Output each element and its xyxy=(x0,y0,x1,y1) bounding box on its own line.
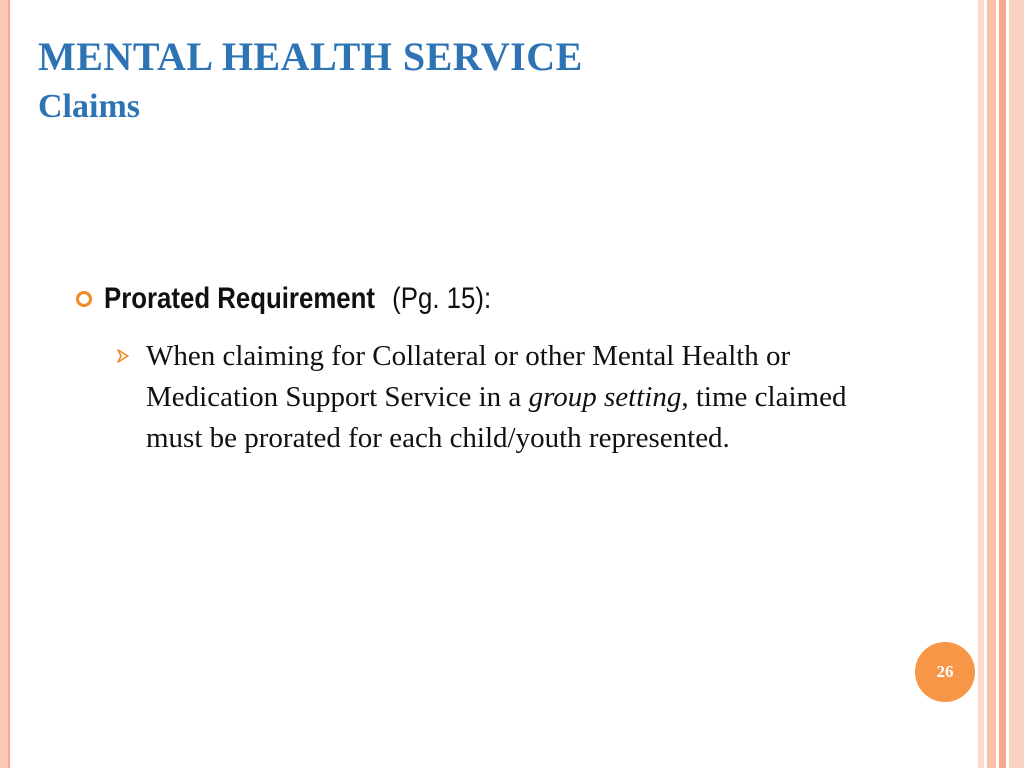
left-border xyxy=(0,0,8,768)
slide-subtitle: Claims xyxy=(38,88,140,125)
ring-icon xyxy=(76,291,92,307)
bullet-item xyxy=(76,282,508,316)
sub-bullet-text-italic: group setting xyxy=(528,381,682,413)
left-border-line xyxy=(8,0,10,768)
page-number-badge: 26 xyxy=(915,642,975,702)
right-border-stripes xyxy=(978,0,1024,768)
bullet-label-bold: Prorated Requirement xyxy=(104,282,375,315)
slide-title: MENTAL HEALTH SERVICE xyxy=(38,34,583,79)
arrow-icon xyxy=(116,336,138,459)
sub-bullet-text xyxy=(146,336,856,459)
bullet-label-rest: (Pg. 15): xyxy=(385,282,492,315)
sub-bullet-text-after: , time claimed must be prorated for each child/youth represented. xyxy=(146,381,847,454)
sub-bullet-text-before: When claiming for Collateral or other Mental Health or Medication Support Service in a xyxy=(146,340,791,413)
sub-bullet-item xyxy=(116,336,856,459)
